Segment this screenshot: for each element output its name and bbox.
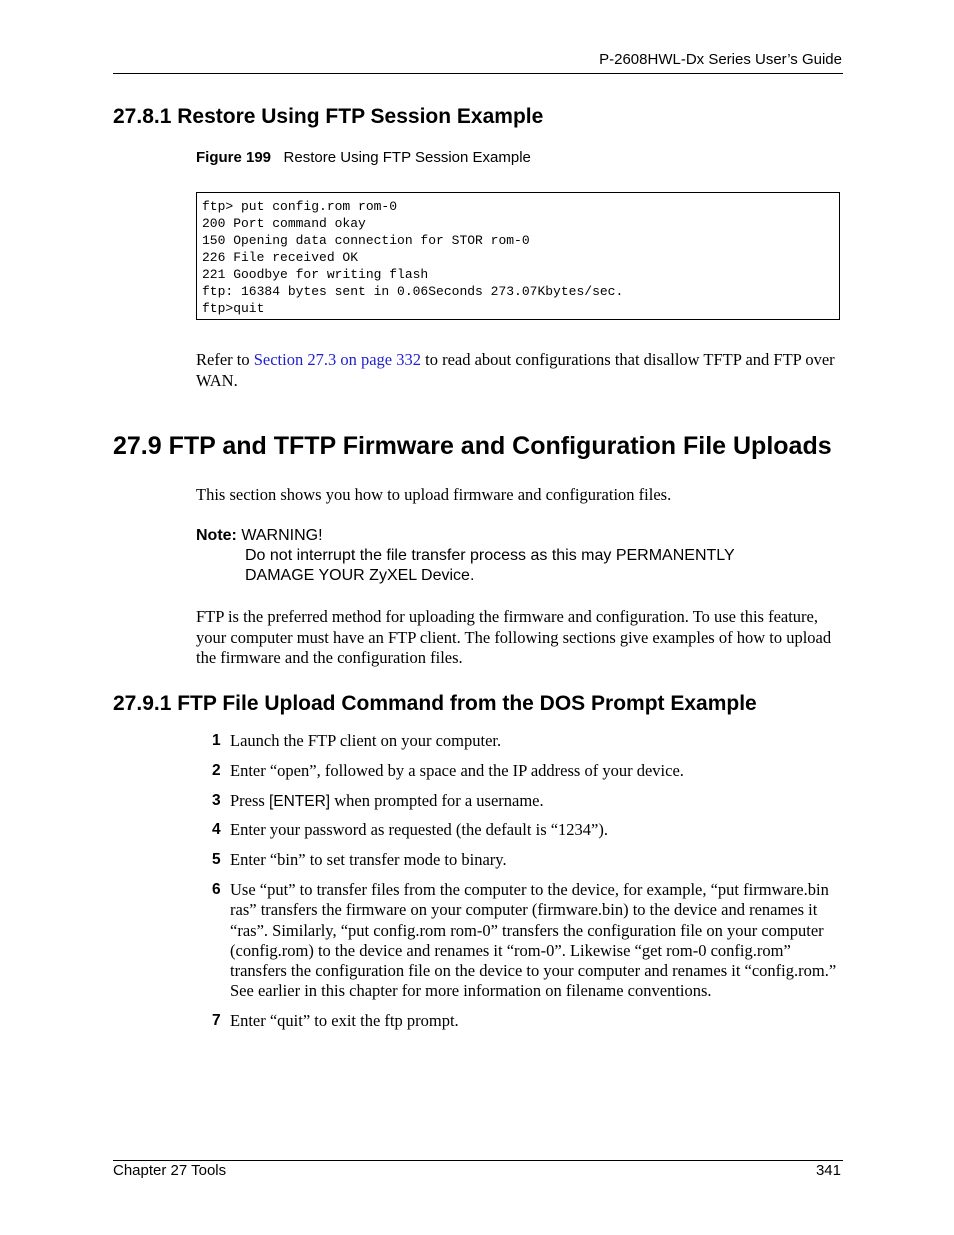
page-number: 341 <box>815 1162 841 1179</box>
step-number: 3 <box>212 792 221 809</box>
running-header-title: P-2608HWL-Dx Series User’s Guide <box>599 51 842 68</box>
ftp-paragraph: FTP is the preferred method for uploading the firmware and configuration. To use this feature, your computer must have an FTP client. The following sections give examples of how to upload the firmware and the configuration files. <box>196 607 832 667</box>
section-intro: This section shows you how to upload firmware and configuration files. <box>196 485 672 504</box>
code-line: ftp: 16384 bytes sent in 0.06Seconds 273.07Kbytes/sec. <box>202 284 624 299</box>
refer-text-after: to read about configurations that disallow TFTP and FTP over WAN. <box>196 350 835 390</box>
step-number: 2 <box>212 762 221 779</box>
step-number: 7 <box>212 1012 221 1029</box>
step-text: Enter “bin” to set transfer mode to binary. <box>230 850 507 869</box>
step-text: Launch the FTP client on your computer. <box>230 731 502 750</box>
code-line: ftp>quit <box>202 301 265 316</box>
code-line: 226 File received OK <box>202 250 359 265</box>
step-text: Use “put” to transfer files from the computer to the device, for example, “put firmware.bin ras” transfers the firmware on your computer (firmware.bin) to the device and renames it “ras”. Similarly, “put config.rom rom-0” transfers the configuration file on your computer (config.rom) to the device and renames it “rom-0”. Likewise “get rom-0 config.rom” transfers the configuration file on the device to your computer and renames it “config.rom.” See earlier in this chapter for more information on filename conventions. <box>230 880 837 1001</box>
step-text: Enter your password as requested (the default is “1234”). <box>230 820 609 839</box>
enter-key-label: [ENTER] <box>268 793 331 810</box>
footer-divider <box>113 1160 843 1161</box>
step-text <box>230 791 844 812</box>
header-divider <box>113 73 843 74</box>
code-line: 200 Port command okay <box>202 216 366 231</box>
step-text: Enter “open”, followed by a space and the IP address of your device. <box>230 761 684 780</box>
code-line: 150 Opening data connection for STOR rom-0 <box>202 233 530 248</box>
section-27-3-link[interactable]: Section 27.3 on page 332 <box>253 350 421 369</box>
section-heading-27-9: 27.9 FTP and TFTP Firmware and Configuration File Uploads <box>113 432 832 460</box>
refer-paragraph <box>196 350 836 391</box>
step-number: 1 <box>212 732 221 749</box>
footer-chapter: Chapter 27 Tools <box>113 1162 227 1179</box>
step-text-before: Press <box>230 791 269 810</box>
note-label: Note: <box>196 527 237 544</box>
step-text: Enter “quit” to exit the ftp prompt. <box>230 1011 459 1030</box>
section-heading-27-9-1: 27.9.1 FTP File Upload Command from the DOS Prompt Example <box>113 692 757 715</box>
warning-note <box>196 526 735 586</box>
section-heading-27-8-1: 27.8.1 Restore Using FTP Session Example <box>113 105 544 128</box>
refer-text-before: Refer to <box>196 350 254 369</box>
note-line: Do not interrupt the file transfer process as this may PERMANENTLY <box>245 547 735 564</box>
figure-caption-text: Restore Using FTP Session Example <box>283 149 531 166</box>
figure-caption <box>196 149 531 166</box>
ftp-session-code-box <box>196 192 840 320</box>
note-line: DAMAGE YOUR ZyXEL Device. <box>245 567 475 584</box>
note-warning: WARNING! <box>241 527 323 544</box>
code-line: ftp> put config.rom rom-0 <box>202 199 398 214</box>
step-number: 5 <box>212 851 221 868</box>
code-line: 221 Goodbye for writing flash <box>202 267 429 282</box>
step-number: 6 <box>212 881 221 898</box>
step-number: 4 <box>212 821 221 838</box>
figure-label: Figure 199 <box>196 149 272 166</box>
step-text-after: when prompted for a username. <box>330 791 544 810</box>
